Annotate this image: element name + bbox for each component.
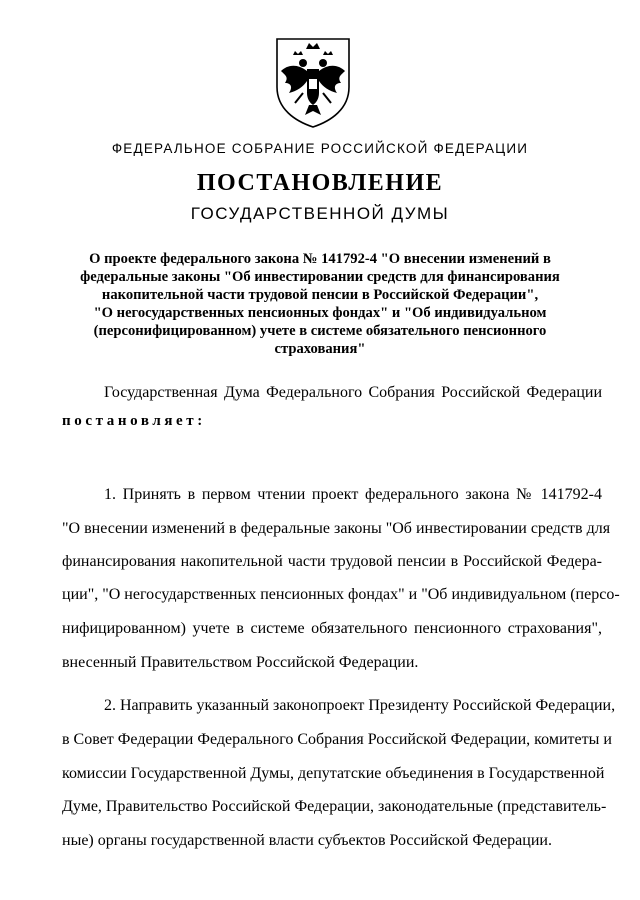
document-title: ПОСТАНОВЛЕНИЕ — [196, 170, 444, 196]
subject-line: федеральные законы "Об инвестировании средств для финансирования — [80, 269, 560, 285]
subject-line: "О негосударственных пенсионных фондах" и "Об индивидуальном — [93, 305, 547, 321]
preamble-line: Государственная Дума Федерального Собрания Российской Федерации — [104, 384, 602, 401]
item2-line: 2. Направить указанный законопроект Президенту Российской Федерации, — [104, 697, 616, 714]
item2-line: Думе, Правительство Российской Федерации, законодательные (представитель- — [62, 798, 607, 815]
coat-of-arms-icon — [273, 37, 353, 129]
item1-line: нифицированном) учете в системе обязательного пенсионного страхования", — [62, 620, 602, 637]
document-subtitle: ГОСУДАРСТВЕННОЙ ДУМЫ — [190, 204, 450, 223]
item1-line: внесенный Правительством Российской Федерации. — [62, 654, 419, 671]
subject-line: (персонифицированном) учете в системе обязательного пенсионного — [93, 323, 547, 339]
item1-line: ции", "О негосударственных пенсионных фондах" и "Об индивидуальном (персо- — [62, 586, 620, 603]
assembly-name: ФЕДЕРАЛЬНОЕ СОБРАНИЕ РОССИЙСКОЙ ФЕДЕРАЦИИ — [111, 141, 529, 156]
item1-line: 1. Принять в первом чтении проект федерального закона № 141792-4 — [104, 486, 602, 503]
item2-line: ные) органы государственной власти субъектов Российской Федерации. — [62, 832, 552, 849]
item2-line: комиссии Государственной Думы, депутатские объединения в Государственной — [62, 765, 605, 782]
subject-line: страхования" — [274, 341, 366, 357]
item1-line: "О внесении изменений в федеральные законы "Об инвестировании средств для — [62, 520, 611, 537]
subject-line: накопительной части трудовой пенсии в Российской Федерации", — [101, 287, 539, 303]
document-subject — [60, 250, 580, 358]
item2-line: в Совет Федерации Федерального Собрания Российской Федерации, комитеты и — [62, 731, 612, 748]
resolves-word: постановляет: — [62, 413, 206, 429]
subject-line: О проекте федерального закона № 141792-4 "О внесении изменений в — [89, 251, 551, 267]
item1-line: финансирования накопительной части трудовой пенсии в Российской Федера- — [62, 553, 602, 570]
